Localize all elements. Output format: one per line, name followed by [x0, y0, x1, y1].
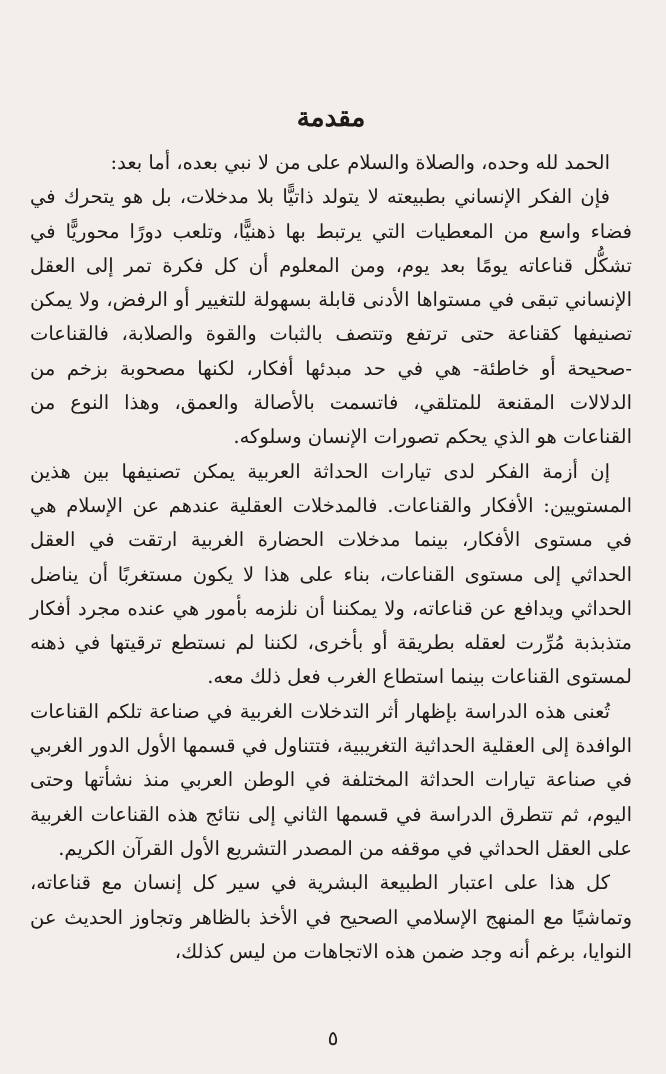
paragraph-study-scope: تُعنى هذه الدراسة بإظهار أثر التدخلات الغربية في صناعة تلكم القناعات الوافدة إلى العقلية الحداثية التغريبية، فتتناول في قسمها الأول الدور الغربي في صناعة تيارات الحداثة المختلفة في الوطن العربي منذ نشأتها وحتى اليوم، ثم تتطرق الدراسة في قسمها الثاني إلى نتائج هذه القناعات الغربية على العقل الحداثي في موقفه من المصدر التشريع الأول القرآن الكريم.: [30, 699, 632, 860]
paragraph-human-thought: فإن الفكر الإنساني بطبيعته لا يتولد ذاتيًّا بلا مدخلات، بل هو يتحرك في فضاء واسع من المعطيات التي يرتبط بها ذهنيًّا، وتلعب دورًا محوريًّا في تشكُّل قناعاته يومًا بعد يوم، ومن المعلوم أن كل فكرة تمر إلى العقل الإنساني تبقى في مستواها الأدنى قابلة بسهولة للتغيير أو الرفض، ولا يمكن تصنيفها كقناعة حتى ترتفع وتتصف بالثبات والقوة والصلابة، فالقناعات -صحيحة أو خاطئة- هي في حد مبدئها أفكار، لكنها مصحوبة بزخم من الدلالات المقنعة للمتلقي، فاتسمت بالأصالة والعمق، وهذا النوع من القناعات هو الذي يحكم تصورات الإنسان وسلوكه.: [30, 185, 632, 449]
paragraph-crisis-of-thought: إن أزمة الفكر لدى تيارات الحداثة العربية يمكن تصنيفها بين هذين المستويين: الأفكار والقناعات. فالمدخلات العقلية عندهم عن الإسلام هي في مستوى الأفكار، بينما مدخلات الحضارة الغربية ارتقت في العقل الحداثي إلى مستوى القناعات، بناء على هذا لا يكون مستغربًا أن يناضل الحداثي ويدافع عن قناعاته، ولا يمكننا أن نلزمه بأمور هي عنده مجرد أفكار متذبذبة مُرِّرت لعقله بطريقة أو بأخرى، لكننا لم نستطع ترقيتها في ذهنه لمستوى القناعات بينما استطاع الغرب فعل ذلك معه.: [30, 459, 632, 689]
page-body: [30, 146, 632, 969]
paragraph-human-nature: كل هذا على اعتبار الطبيعة البشرية في سير كل إنسان مع قناعاته، وتماشيًا مع المنهج الإسلامي الصحيح في الأخذ بالظاهر وتجاوز الحديث عن النوايا، برغم أنه وجد ضمن هذه الاتجاهات من ليس كذلك،: [30, 871, 632, 963]
page-number: ٥: [327, 1026, 339, 1050]
paragraph-opening: الحمد لله وحده، والصلاة والسلام على من لا نبي بعده، أما بعد:: [110, 151, 610, 174]
page-title: مقدمة: [296, 103, 366, 133]
